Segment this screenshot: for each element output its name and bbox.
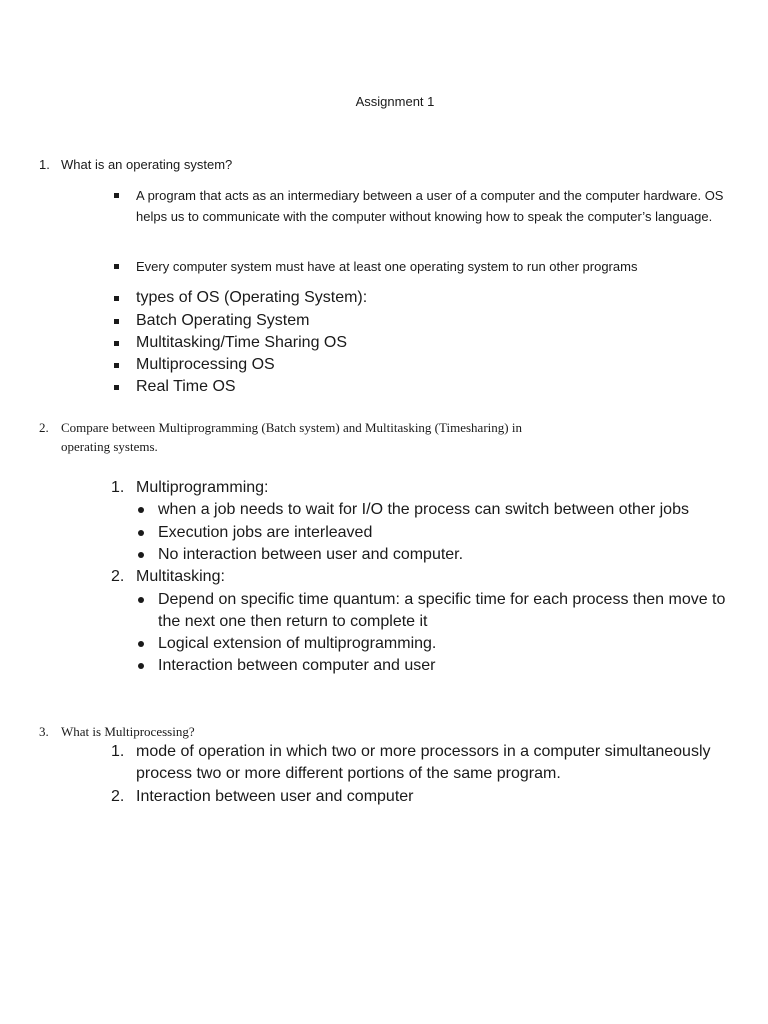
bullet-icon [138, 641, 144, 647]
list-item [114, 185, 734, 248]
list-item-text: Interaction between user and computer [136, 788, 414, 805]
question-text: What is Multiprocessing? [61, 724, 195, 739]
list-item [136, 589, 736, 633]
list-item-text: when a job needs to wait for I/O the process can switch between other jobs [158, 501, 689, 518]
square-bullet-icon [114, 363, 119, 368]
list-item [111, 477, 736, 499]
list-item [114, 376, 734, 398]
square-bullet-icon [114, 385, 119, 390]
list-item [136, 522, 736, 544]
question-text: Compare between Multiprogramming (Batch system) and Multitasking (Timesharing) in [61, 420, 522, 435]
question-text-continued: operating systems. [61, 439, 158, 454]
list-item-text: Batch Operating System [136, 312, 310, 329]
list-item-text: No interaction between user and computer. [158, 546, 464, 563]
square-bullet-icon [114, 193, 119, 198]
list-item-text: Execution jobs are interleaved [158, 524, 373, 541]
list-item-text: Multitasking/Time Sharing OS [136, 334, 348, 351]
list-item [111, 786, 736, 808]
question-number: 2. [39, 420, 49, 435]
document-title: Assignment 1 [355, 94, 435, 109]
square-bullet-icon [114, 341, 119, 346]
list-item-text: types of OS (Operating System): [136, 289, 368, 306]
list-item-text: Depend on specific time quantum: a specific time for each process then move to the next one then return to complete it [158, 591, 726, 630]
square-bullet-icon [114, 264, 119, 269]
list-item-label: Multitasking: [136, 568, 225, 585]
list-item [136, 544, 736, 566]
list-item-text: A program that acts as an intermediary between a user of a computer and the computer hardware. OS helps us to communicate with the computer without knowing how to speak the computer’s language. [136, 188, 724, 224]
list-item [114, 310, 734, 332]
list-item-number: 1. [111, 479, 125, 496]
list-item-text: Every computer system must have at least one operating system to run other programs [136, 259, 638, 274]
list-item-number: 2. [111, 788, 125, 805]
list-item [114, 256, 734, 277]
list-item [114, 332, 734, 354]
list-item [136, 633, 736, 655]
question-number: 3. [39, 724, 49, 739]
list-item-text: Interaction between computer and user [158, 657, 436, 674]
square-bullet-icon [114, 319, 119, 324]
list-item [136, 499, 736, 521]
bullet-icon [138, 552, 144, 558]
bullet-icon [138, 663, 144, 669]
bullet-icon [138, 597, 144, 603]
list-item [136, 655, 736, 677]
list-item [111, 566, 736, 588]
list-item-text: Real Time OS [136, 378, 236, 395]
list-item-text: Multiprocessing OS [136, 356, 275, 373]
question-number: 1. [39, 157, 50, 172]
list-item-text: mode of operation in which two or more processors in a computer simultaneously process two or more different portions of the same program. [136, 743, 711, 782]
list-item [111, 741, 736, 785]
square-bullet-icon [114, 296, 119, 301]
bullet-icon [138, 530, 144, 536]
bullet-icon [138, 507, 144, 513]
question-text: What is an operating system? [61, 157, 233, 172]
list-item [114, 354, 734, 376]
list-item-number: 2. [111, 568, 125, 585]
list-item [114, 287, 734, 309]
list-item-text: Logical extension of multiprogramming. [158, 635, 437, 652]
list-item-number: 1. [111, 743, 125, 760]
list-item-label: Multiprogramming: [136, 479, 269, 496]
